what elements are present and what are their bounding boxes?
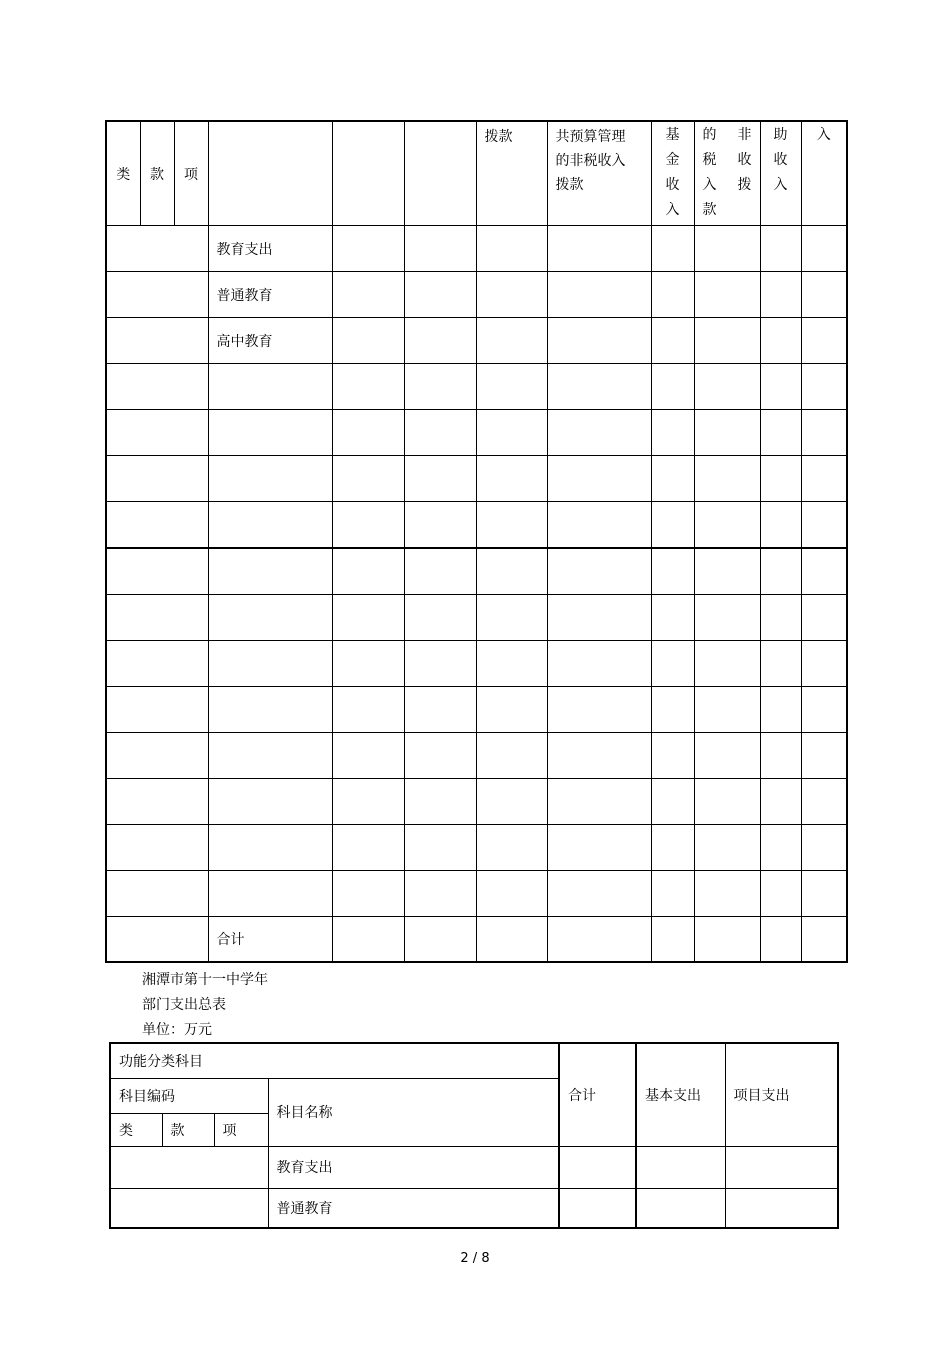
basic-header: 基本支出 (636, 1043, 725, 1146)
subject-name: 普通教育 (208, 272, 332, 318)
amount-cell (801, 871, 847, 917)
subject-name: 教育支出 (268, 1146, 559, 1188)
amount-cell (404, 272, 476, 318)
amount-cell (694, 410, 760, 456)
code-header: 科目编码 (110, 1078, 268, 1113)
amount-cell (760, 502, 801, 549)
subject-name (208, 548, 332, 595)
table-row (106, 595, 847, 641)
code-cell (110, 1146, 268, 1188)
amount-cell (760, 733, 801, 779)
code-cell (106, 318, 208, 364)
amount-cell (694, 779, 760, 825)
header-xiang: 项 (174, 121, 208, 226)
amount-cell (651, 917, 694, 963)
page-number: 2 / 8 (460, 1251, 490, 1266)
amount-cell (404, 548, 476, 595)
amount-cell (547, 641, 651, 687)
amount-cell (476, 871, 547, 917)
amount-cell (547, 272, 651, 318)
header-bokuan: 拨款 (476, 121, 547, 226)
revenue-table (105, 120, 848, 963)
amount-cell (801, 641, 847, 687)
project-header: 项目支出 (725, 1043, 838, 1146)
amount-cell (651, 364, 694, 410)
amount-cell (404, 825, 476, 871)
amount-cell (801, 917, 847, 963)
header-blank-1 (332, 121, 404, 226)
amount-cell (694, 595, 760, 641)
amount-cell (404, 502, 476, 549)
amount-cell (694, 456, 760, 502)
table-row (106, 641, 847, 687)
amount-cell (651, 226, 694, 272)
amount-cell (476, 595, 547, 641)
table-title: 部门支出总表 (142, 997, 226, 1013)
amount-cell (801, 502, 847, 549)
code-cell (106, 917, 208, 963)
amount-cell (476, 917, 547, 963)
code-cell (106, 687, 208, 733)
amount-cell (651, 687, 694, 733)
amount-cell (760, 226, 801, 272)
code-cell (106, 871, 208, 917)
amount-cell (404, 595, 476, 641)
amount-cell (760, 595, 801, 641)
subject-name (208, 364, 332, 410)
amount-cell (476, 641, 547, 687)
amount-cell (332, 779, 404, 825)
code-kuan: 款 (162, 1113, 214, 1146)
header-nontax-grant-char: 拨 (737, 177, 752, 193)
amount-cell (332, 548, 404, 595)
amount-cell (404, 687, 476, 733)
table-row (106, 502, 847, 549)
amount-cell (476, 687, 547, 733)
subject-name (208, 410, 332, 456)
header-nontax-line-1: 共预算管理 (555, 129, 626, 145)
amount-cell (651, 733, 694, 779)
subject-name (208, 779, 332, 825)
header-fund-char: 收 (665, 177, 680, 193)
table-row (106, 272, 847, 318)
amount-cell (651, 595, 694, 641)
amount-cell (332, 871, 404, 917)
basic-cell (636, 1146, 725, 1188)
subject-name (208, 733, 332, 779)
amount-cell (404, 410, 476, 456)
amount-cell (476, 733, 547, 779)
amount-cell (694, 641, 760, 687)
amount-cell (332, 595, 404, 641)
amount-cell (404, 733, 476, 779)
header-aid (760, 121, 801, 226)
project-cell (725, 1188, 838, 1228)
header-nontax-grant-char: 的 (702, 127, 717, 143)
header-name-blank (208, 121, 332, 226)
amount-cell (332, 318, 404, 364)
amount-cell (760, 548, 801, 595)
code-cell (106, 272, 208, 318)
subject-name (208, 595, 332, 641)
table-row (106, 548, 847, 595)
table-row (106, 456, 847, 502)
amount-cell (404, 318, 476, 364)
header-fund (651, 121, 694, 226)
amount-cell (404, 917, 476, 963)
header-in (801, 121, 847, 226)
name-header: 科目名称 (268, 1078, 559, 1146)
amount-cell (760, 825, 801, 871)
subject-name: 合计 (208, 917, 332, 963)
table-row (110, 1146, 838, 1188)
header-aid-char: 收 (773, 152, 788, 168)
amount-cell (651, 272, 694, 318)
header-fund-char: 基 (665, 127, 680, 143)
header-aid-char: 入 (773, 177, 788, 193)
basic-cell (636, 1188, 725, 1228)
header-fund-char: 金 (665, 152, 680, 168)
amount-cell (694, 548, 760, 595)
amount-cell (651, 318, 694, 364)
header-nontax-line-2: 的非税收入 (555, 153, 626, 169)
amount-cell (547, 825, 651, 871)
amount-cell (404, 226, 476, 272)
code-cell (106, 641, 208, 687)
amount-cell (801, 733, 847, 779)
amount-cell (651, 825, 694, 871)
code-cell (106, 825, 208, 871)
code-cell (106, 502, 208, 549)
amount-cell (404, 456, 476, 502)
table-row (106, 318, 847, 364)
table-row (106, 825, 847, 871)
amount-cell (547, 410, 651, 456)
code-lei: 类 (110, 1113, 162, 1146)
amount-cell (332, 502, 404, 549)
amount-cell (801, 364, 847, 410)
amount-cell (760, 364, 801, 410)
header-blank-2 (404, 121, 476, 226)
amount-cell (801, 779, 847, 825)
amount-cell (547, 548, 651, 595)
expenditure-summary-table (109, 1042, 839, 1229)
header-nontax-grant (694, 121, 760, 226)
amount-cell (332, 687, 404, 733)
amount-cell (651, 548, 694, 595)
table-row (106, 364, 847, 410)
amount-cell (547, 456, 651, 502)
total-header: 合计 (559, 1043, 636, 1146)
amount-cell (547, 226, 651, 272)
amount-cell (404, 871, 476, 917)
amount-cell (801, 456, 847, 502)
amount-cell (476, 779, 547, 825)
amount-cell (760, 410, 801, 456)
amount-cell (760, 641, 801, 687)
amount-cell (694, 733, 760, 779)
amount-cell (651, 871, 694, 917)
subject-name: 高中教育 (208, 318, 332, 364)
header-nontax-grant-char: 入 (702, 177, 717, 193)
amount-cell (760, 687, 801, 733)
code-cell (106, 548, 208, 595)
amount-cell (547, 502, 651, 549)
amount-cell (332, 825, 404, 871)
table-row (106, 687, 847, 733)
category-header: 功能分类科目 (110, 1043, 559, 1078)
code-cell (106, 779, 208, 825)
amount-cell (547, 779, 651, 825)
amount-cell (547, 687, 651, 733)
amount-cell (332, 364, 404, 410)
amount-cell (801, 687, 847, 733)
header-kuan: 款 (140, 121, 174, 226)
amount-cell (476, 825, 547, 871)
amount-cell (760, 917, 801, 963)
amount-cell (332, 272, 404, 318)
amount-cell (404, 779, 476, 825)
header-nontax-grant-char: 收 (737, 152, 752, 168)
code-xiang: 项 (214, 1113, 268, 1146)
table1-header-row (106, 121, 847, 226)
code-cell (110, 1188, 268, 1228)
amount-cell (694, 871, 760, 917)
amount-cell (332, 410, 404, 456)
amount-cell (801, 272, 847, 318)
amount-cell (760, 871, 801, 917)
amount-cell (547, 595, 651, 641)
subject-name (208, 687, 332, 733)
table-row (106, 779, 847, 825)
amount-cell (694, 272, 760, 318)
header-in-char: 入 (816, 127, 831, 143)
amount-cell (651, 641, 694, 687)
table-row (106, 917, 847, 963)
amount-cell (760, 779, 801, 825)
table-row (110, 1188, 838, 1228)
subject-name (208, 641, 332, 687)
amount-cell (476, 364, 547, 410)
amount-cell (801, 410, 847, 456)
header-nontax-grant-char: 非 (737, 127, 752, 143)
amount-cell (547, 733, 651, 779)
code-cell (106, 364, 208, 410)
amount-cell (651, 410, 694, 456)
header-nontax (547, 121, 651, 226)
total-cell (559, 1146, 636, 1188)
amount-cell (801, 825, 847, 871)
subject-name (208, 871, 332, 917)
school-caption: 湘潭市第十一中学年 (142, 972, 268, 988)
subject-name (208, 456, 332, 502)
amount-cell (547, 318, 651, 364)
amount-cell (801, 226, 847, 272)
amount-cell (801, 595, 847, 641)
header-nontax-grant-char: 款 (702, 202, 717, 218)
subject-name (208, 825, 332, 871)
amount-cell (694, 318, 760, 364)
project-cell (725, 1146, 838, 1188)
amount-cell (694, 687, 760, 733)
amount-cell (332, 226, 404, 272)
amount-cell (694, 917, 760, 963)
amount-cell (404, 364, 476, 410)
header-nontax-line-3: 拨款 (555, 177, 584, 193)
header-fund-char: 入 (665, 202, 680, 218)
subject-name: 普通教育 (268, 1188, 559, 1228)
header-aid-char: 助 (773, 127, 788, 143)
code-cell (106, 456, 208, 502)
amount-cell (760, 456, 801, 502)
code-cell (106, 733, 208, 779)
amount-cell (760, 272, 801, 318)
amount-cell (547, 871, 651, 917)
amount-cell (547, 917, 651, 963)
header-nontax-grant-char: 税 (702, 152, 717, 168)
amount-cell (801, 548, 847, 595)
table-row (106, 226, 847, 272)
table-row (106, 410, 847, 456)
total-cell (559, 1188, 636, 1228)
unit-caption: 单位：万元 (142, 1022, 212, 1038)
amount-cell (332, 641, 404, 687)
amount-cell (651, 456, 694, 502)
amount-cell (651, 779, 694, 825)
amount-cell (694, 226, 760, 272)
amount-cell (651, 502, 694, 549)
code-cell (106, 410, 208, 456)
amount-cell (476, 456, 547, 502)
amount-cell (332, 456, 404, 502)
amount-cell (332, 917, 404, 963)
amount-cell (476, 502, 547, 549)
amount-cell (694, 364, 760, 410)
subject-name: 教育支出 (208, 226, 332, 272)
table-row (106, 733, 847, 779)
amount-cell (476, 318, 547, 364)
amount-cell (404, 641, 476, 687)
code-cell (106, 595, 208, 641)
table-row (106, 871, 847, 917)
amount-cell (476, 226, 547, 272)
amount-cell (476, 410, 547, 456)
code-cell (106, 226, 208, 272)
table2-header-row (110, 1043, 838, 1078)
amount-cell (476, 272, 547, 318)
amount-cell (801, 318, 847, 364)
amount-cell (694, 502, 760, 549)
amount-cell (476, 548, 547, 595)
amount-cell (694, 825, 760, 871)
subject-name (208, 502, 332, 549)
header-lei: 类 (106, 121, 140, 226)
amount-cell (547, 364, 651, 410)
amount-cell (760, 318, 801, 364)
amount-cell (332, 733, 404, 779)
